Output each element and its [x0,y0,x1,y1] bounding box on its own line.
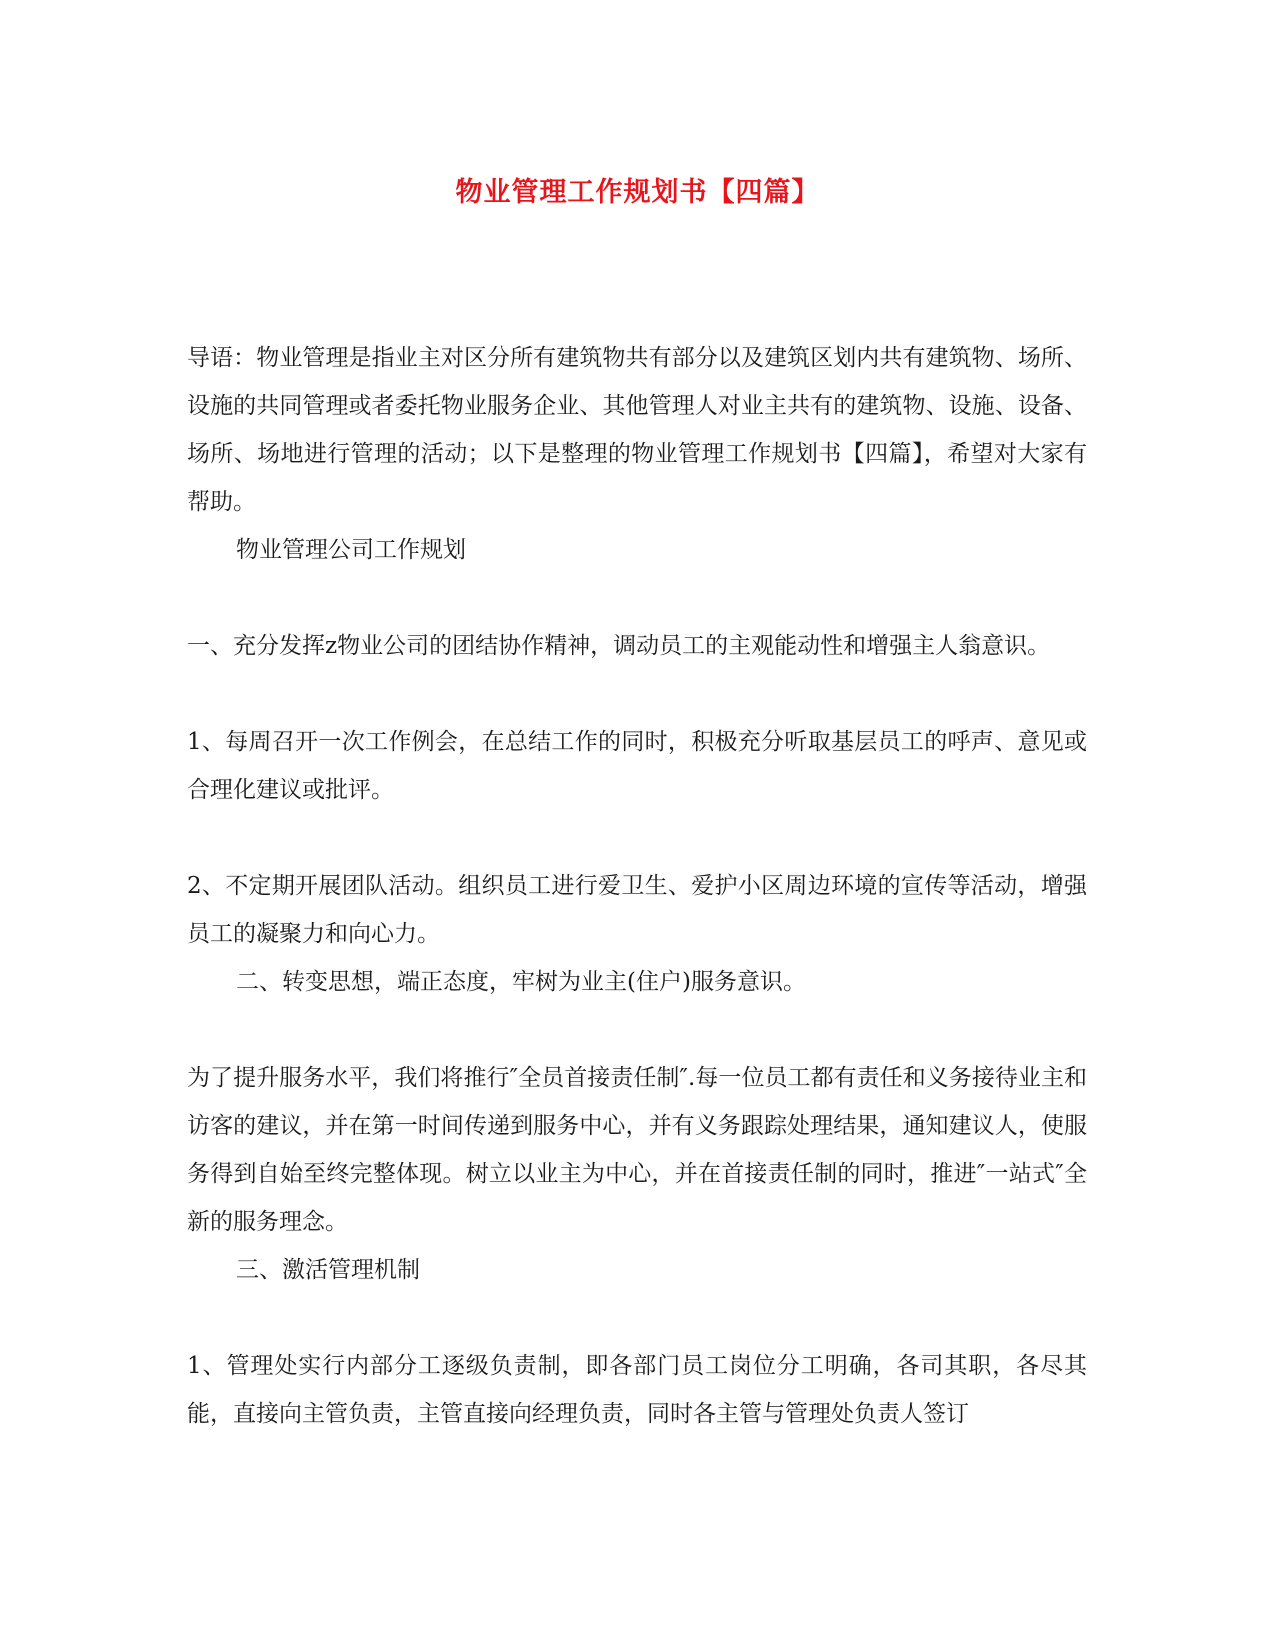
spacer [187,574,1087,622]
intro-paragraph: 导语：物业管理是指业主对区分所有建筑物共有部分以及建筑区划内共有建筑物、场所、设施的共同管理或者委托物业服务企业、其他管理人对业主共有的建筑物、设施、设备、场所、场地进行管理的活动；以下是整理的物业管理工作规划书【四篇】，希望对大家有帮助。 [187,345,1087,515]
body-paragraph: 2、不定期开展团队活动。组织员工进行爱卫生、爱护小区周边环境的宣传等活动，增强员工的凝聚力和向心力。 [187,873,1087,947]
body-paragraph: 为了提升服务水平，我们将推行″全员首接责任制″.每一位员工都有责任和义务接待业主和访客的建议，并在第一时间传递到服务中心，并有义务跟踪处理结果，通知建议人，使服务得到自始至终完整体现。树立以业主为中心，并在首接责任制的同时，推进″一站式″全新的服务理念。 [187,1065,1087,1235]
spacer [187,1006,1087,1054]
body-paragraph: 1、管理处实行内部分工逐级负责制，即各部门员工岗位分工明确，各司其职，各尽其能，直接向主管负责，主管直接向经理负责，同时各主管与管理处负责人签订 [187,1353,1087,1427]
section-heading: 二、转变思想，端正态度，牢树为业主(住户)服务意识。 [236,969,806,995]
body-paragraph: 一、充分发挥z物业公司的团结协作精神，调动员工的主观能动性和增强主人翁意识。 [187,633,1051,659]
spacer [187,1294,1087,1342]
spacer [187,670,1087,718]
document-title: 物业管理工作规划书【四篇】 [455,177,820,208]
section-heading: 物业管理公司工作规划 [236,537,466,563]
document-body [187,334,1087,1438]
spacer [187,814,1087,862]
body-paragraph: 1、每周召开一次工作例会，在总结工作的同时，积极充分听取基层员工的呼声、意见或合理化建议或批评。 [187,729,1087,803]
section-heading: 三、激活管理机制 [236,1257,420,1283]
